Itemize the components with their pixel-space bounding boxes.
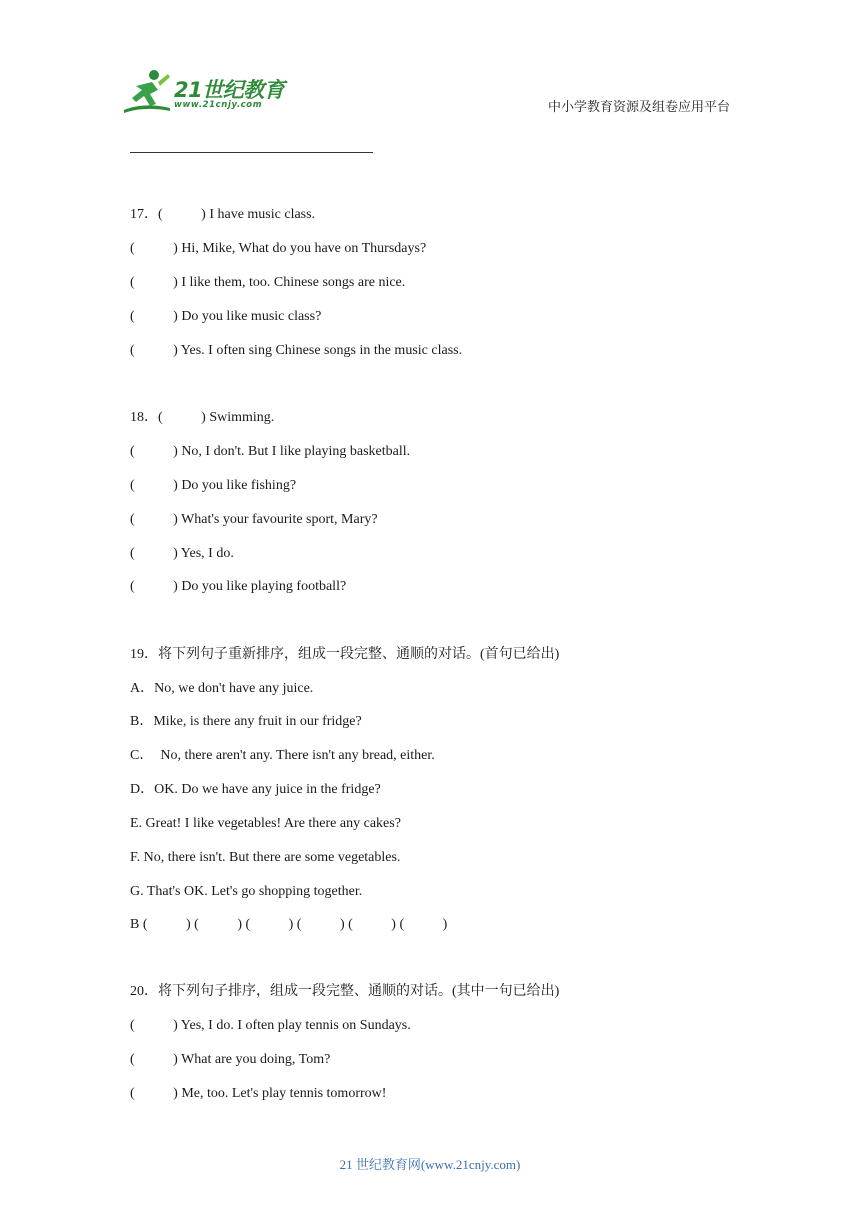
header-divider — [130, 152, 373, 153]
text-line: 17．( ) I have music class. — [130, 207, 316, 222]
header-platform-name: 中小学教育资源及组卷应用平台 — [547, 100, 730, 115]
text-line: ( ) Do you like music class? — [130, 309, 322, 324]
text-line: ( ) What are you doing, Tom? — [130, 1052, 331, 1067]
text-line: ( ) No, I don't. But I like playing basketball. — [130, 444, 411, 459]
text-line: E. Great! I like vegetables! Are there any cakes? — [130, 816, 401, 831]
text-line: D．OK. Do we have any juice in the fridge? — [130, 782, 381, 797]
text-line: ( ) Do you like playing football? — [130, 579, 347, 594]
text-line: ( ) What's your favourite sport, Mary? — [130, 512, 378, 527]
text-line: ( ) Yes, I do. — [130, 546, 234, 561]
page-footer: 21 世纪教育网(www.21cnjy.com) — [339, 1157, 521, 1172]
text-line: ( ) Yes. I often sing Chinese songs in the music class. — [130, 343, 463, 358]
text-line: 18．( ) Swimming. — [130, 410, 275, 425]
text-line: A．No, we don't have any juice. — [130, 681, 314, 696]
text-line: ( ) Me, too. Let's play tennis tomorrow! — [130, 1086, 387, 1101]
text-line: F. No, there isn't. But there are some vegetables. — [130, 850, 401, 865]
logo-url: www.21cnjy.com — [174, 100, 263, 110]
logo-text: 21世纪教育 — [174, 78, 285, 102]
runner-logo-icon — [122, 68, 172, 114]
text-line: B ( ) ( ) ( ) ( ) ( ) ( ) — [130, 917, 448, 932]
text-line: C． No, there aren't any. There isn't any bread, either. — [130, 748, 435, 763]
text-line: ( ) I like them, too. Chinese songs are nice. — [130, 275, 406, 290]
site-logo — [122, 68, 292, 116]
text-line: 20．将下列句子排序，组成一段完整、通顺的对话。(其中一句已给出) — [130, 984, 560, 999]
text-line: ( ) Hi, Mike, What do you have on Thursdays? — [130, 241, 427, 256]
text-line: B．Mike, is there any fruit in our fridge? — [130, 714, 362, 729]
text-line: ( ) Yes, I do. I often play tennis on Sundays. — [130, 1018, 411, 1033]
text-line: 19．将下列句子重新排序，组成一段完整、通顺的对话。(首句已给出) — [130, 647, 560, 662]
text-line: G. That's OK. Let's go shopping together. — [130, 884, 363, 899]
text-line: ( ) Do you like fishing? — [130, 478, 297, 493]
